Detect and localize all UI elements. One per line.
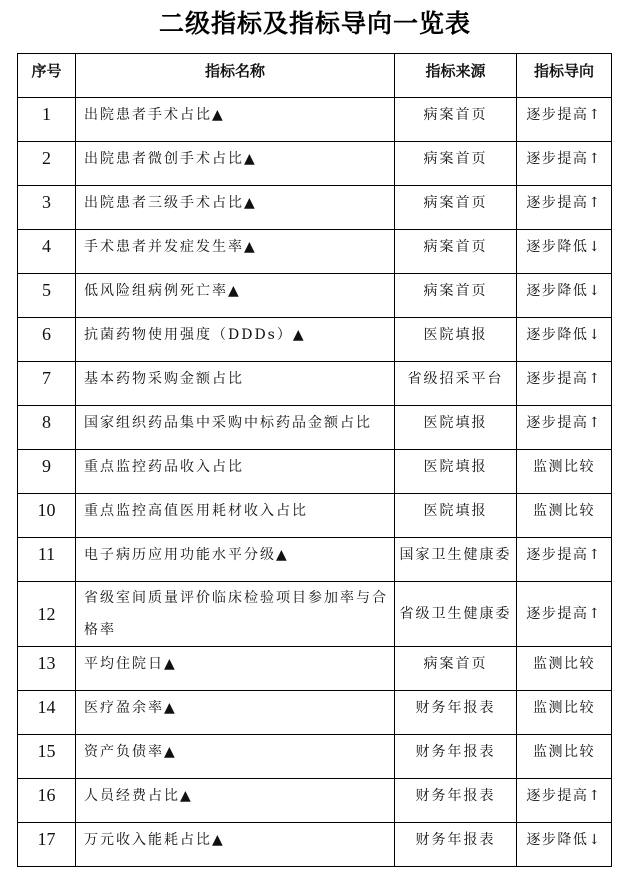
table-row (18, 98, 612, 142)
cell-indicator-name: 医疗盈余率▲ (76, 691, 395, 735)
cell-source: 病案首页 (395, 186, 517, 230)
cell-indicator-name: 出院患者微创手术占比▲ (76, 142, 395, 186)
table-row (18, 582, 612, 647)
cell-indicator-name: 抗菌药物使用强度（DDDs）▲ (76, 318, 395, 362)
cell-direction: 监测比较 (517, 735, 612, 779)
cell-direction: 监测比较 (517, 647, 612, 691)
header-name: 指标名称 (76, 54, 395, 98)
cell-indicator-name: 重点监控药品收入占比 (76, 450, 395, 494)
cell-number: 15 (18, 735, 76, 779)
cell-source: 财务年报表 (395, 823, 517, 867)
cell-direction: 监测比较 (517, 494, 612, 538)
table-row (18, 142, 612, 186)
header-no: 序号 (18, 54, 76, 98)
cell-direction: 逐步降低↓ (517, 318, 612, 362)
cell-number: 5 (18, 274, 76, 318)
cell-source: 病案首页 (395, 647, 517, 691)
cell-number: 4 (18, 230, 76, 274)
cell-number: 8 (18, 406, 76, 450)
table-header-row (18, 54, 612, 98)
cell-source: 省级招采平台 (395, 362, 517, 406)
cell-direction: 逐步提高↑ (517, 142, 612, 186)
cell-direction: 逐步降低↓ (517, 274, 612, 318)
cell-source: 医院填报 (395, 450, 517, 494)
cell-indicator-name: 平均住院日▲ (76, 647, 395, 691)
header-direction: 指标导向 (517, 54, 612, 98)
cell-indicator-name: 省级室间质量评价临床检验项目参加率与合格率 (76, 582, 395, 647)
cell-indicator-name: 重点监控高值医用耗材收入占比 (76, 494, 395, 538)
cell-source: 财务年报表 (395, 691, 517, 735)
cell-number: 6 (18, 318, 76, 362)
table-row (18, 230, 612, 274)
cell-direction: 逐步提高↑ (517, 362, 612, 406)
page-title: 二级指标及指标导向一览表 (158, 9, 471, 38)
table-row (18, 406, 612, 450)
cell-indicator-name: 出院患者手术占比▲ (76, 98, 395, 142)
cell-direction: 逐步降低↓ (517, 823, 612, 867)
cell-direction: 逐步提高↑ (517, 186, 612, 230)
indicator-table (17, 53, 612, 867)
cell-source: 财务年报表 (395, 779, 517, 823)
table-row (18, 274, 612, 318)
cell-indicator-name: 基本药物采购金额占比 (76, 362, 395, 406)
cell-number: 11 (18, 538, 76, 582)
cell-source: 病案首页 (395, 142, 517, 186)
cell-source: 医院填报 (395, 318, 517, 362)
table-row (18, 823, 612, 867)
table-row (18, 318, 612, 362)
cell-indicator-name: 万元收入能耗占比▲ (76, 823, 395, 867)
table-row (18, 647, 612, 691)
cell-direction: 逐步提高↑ (517, 779, 612, 823)
cell-number: 17 (18, 823, 76, 867)
cell-indicator-name: 出院患者三级手术占比▲ (76, 186, 395, 230)
cell-direction: 监测比较 (517, 450, 612, 494)
cell-source: 病案首页 (395, 230, 517, 274)
table-row (18, 538, 612, 582)
cell-direction: 逐步提高↑ (517, 582, 612, 647)
cell-direction: 逐步提高↑ (517, 406, 612, 450)
cell-source: 医院填报 (395, 494, 517, 538)
cell-number: 13 (18, 647, 76, 691)
cell-indicator-name: 资产负债率▲ (76, 735, 395, 779)
cell-source: 病案首页 (395, 98, 517, 142)
cell-indicator-name: 手术患者并发症发生率▲ (76, 230, 395, 274)
table-row (18, 362, 612, 406)
table-row (18, 494, 612, 538)
cell-indicator-name: 人员经费占比▲ (76, 779, 395, 823)
header-source: 指标来源 (395, 54, 517, 98)
cell-indicator-name: 国家组织药品集中采购中标药品金额占比 (76, 406, 395, 450)
cell-source: 财务年报表 (395, 735, 517, 779)
cell-source: 病案首页 (395, 274, 517, 318)
cell-source: 医院填报 (395, 406, 517, 450)
cell-number: 7 (18, 362, 76, 406)
table-row (18, 691, 612, 735)
cell-direction: 监测比较 (517, 691, 612, 735)
cell-direction: 逐步提高↑ (517, 538, 612, 582)
cell-number: 1 (18, 98, 76, 142)
cell-number: 14 (18, 691, 76, 735)
cell-number: 10 (18, 494, 76, 538)
cell-direction: 逐步提高↑ (517, 98, 612, 142)
cell-number: 3 (18, 186, 76, 230)
table-row (18, 186, 612, 230)
table-row (18, 450, 612, 494)
table-row (18, 735, 612, 779)
cell-number: 9 (18, 450, 76, 494)
cell-source: 国家卫生健康委 (395, 538, 517, 582)
cell-number: 12 (18, 582, 76, 647)
cell-number: 16 (18, 779, 76, 823)
cell-source: 省级卫生健康委 (395, 582, 517, 647)
cell-number: 2 (18, 142, 76, 186)
cell-indicator-name: 电子病历应用功能水平分级▲ (76, 538, 395, 582)
table-row (18, 779, 612, 823)
cell-indicator-name: 低风险组病例死亡率▲ (76, 274, 395, 318)
cell-direction: 逐步降低↓ (517, 230, 612, 274)
